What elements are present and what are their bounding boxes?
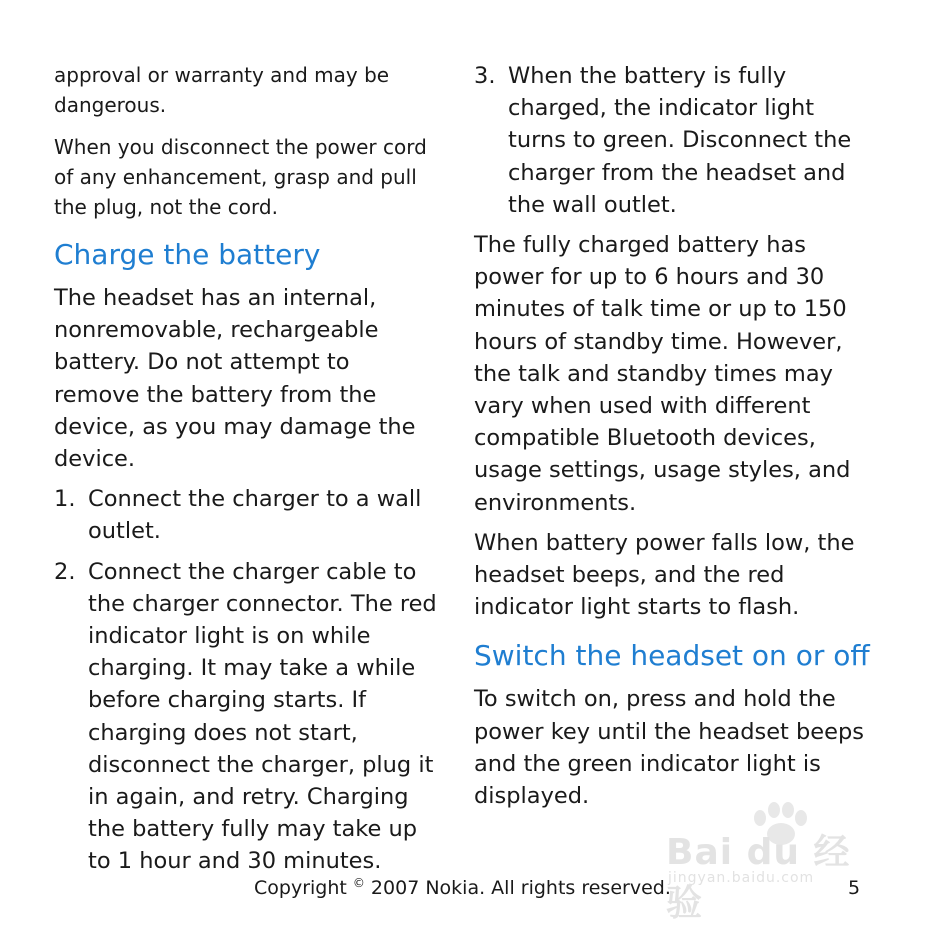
steps-list — [474, 60, 874, 221]
watermark-url: jingyan.baidu.com — [668, 870, 815, 886]
section-heading-charge-battery: Charge the battery — [54, 238, 321, 271]
section-paragraph: The headset has an internal, nonremovable, rechargeable battery. Do not attempt to remove the battery from the device, as you may damage the device. — [54, 285, 416, 473]
step-number: 2. — [54, 558, 76, 585]
copyright-suffix: 2007 Nokia. All rights reserved. — [364, 877, 671, 899]
right-column — [474, 60, 874, 820]
watermark-text: Bai du 经验 — [666, 832, 851, 924]
watermark-logo — [664, 792, 874, 924]
step-text: Connect the charger cable to the charger connector. The red indicator light is on while charging. It may take a while before charging starts. If charging does not start, disconnect the charger, plug it in again, and retry. Charging the battery fully may take up to 1 hour and 30 minutes. — [88, 558, 437, 875]
copyright-footer — [254, 874, 671, 902]
battery-life-paragraph: The fully charged battery has power for up to 6 hours and 30 minutes of talk time or up to 150 hours of standby time. However, the talk and standby times may vary when used with different compatible Bluetooth devices, usage settings, usage styles, and environments. — [474, 232, 851, 516]
low-battery-paragraph: When battery power falls low, the headset beeps, and the red indicator light starts to flash. — [474, 529, 855, 621]
section-heading-switch-headset: Switch the headset on or off — [474, 639, 870, 673]
step-text: Connect the charger to a wall outlet. — [88, 486, 422, 545]
copyright-prefix: Copyright — [254, 877, 353, 899]
list-item — [54, 556, 442, 878]
page-number: 5 — [848, 877, 861, 899]
list-item — [54, 483, 442, 547]
step-number: 1. — [54, 486, 76, 513]
left-column — [54, 60, 442, 886]
list-item — [474, 60, 874, 221]
intro-paragraph: approval or warranty and may be dangerous. — [54, 63, 390, 117]
step-number: 3. — [474, 63, 496, 89]
intro-paragraph: When you disconnect the power cord of any enhancement, grasp and pull the plug, not the cord. — [54, 135, 427, 219]
section-paragraph: To switch on, press and hold the power key until the headset beeps and the green indicator light is displayed. — [474, 686, 864, 810]
copyright-symbol: © — [352, 876, 365, 890]
steps-list — [54, 483, 442, 877]
step-text: When the battery is fully charged, the indicator light turns to green. Disconnect the charger from the headset and the wall outlet. — [508, 63, 852, 218]
